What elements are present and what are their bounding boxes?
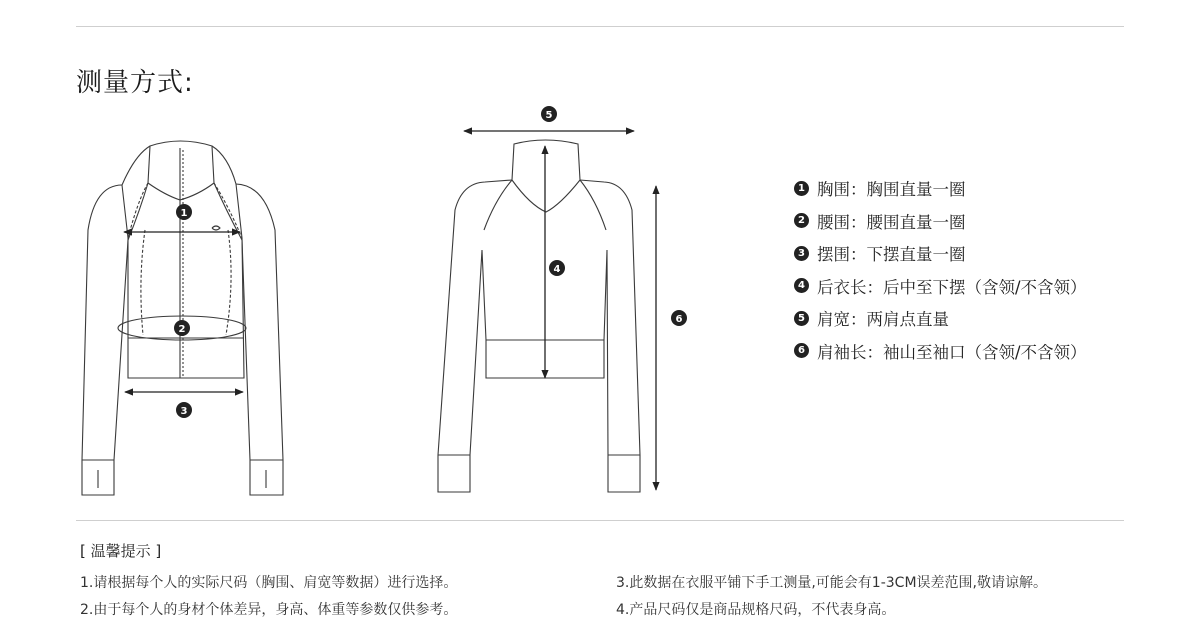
legend-text: 肩袖长：袖山至袖口（含领/不含领） — [817, 342, 1087, 362]
svg-text:4: 4 — [553, 264, 561, 275]
legend-item — [794, 205, 1087, 238]
marker-4 — [549, 260, 565, 276]
bottom-divider — [76, 520, 1124, 521]
number-badge: 1 — [794, 181, 809, 196]
tip-2: 2.由于每个人的身材个体差异，身高、体重等参数仅供参考。 — [80, 602, 458, 618]
measurement-legend — [794, 172, 1087, 367]
marker-5 — [541, 106, 557, 122]
legend-item — [794, 172, 1087, 205]
svg-text:2: 2 — [178, 324, 186, 335]
legend-item — [794, 237, 1087, 270]
legend-item — [794, 302, 1087, 335]
tip-4: 4.产品尺码仅是商品规格尺码，不代表身高。 — [616, 602, 896, 618]
svg-text:6: 6 — [675, 314, 683, 325]
number-badge: 4 — [794, 278, 809, 293]
legend-item — [794, 335, 1087, 368]
tips-heading: [ 温馨提示 ] — [80, 542, 162, 560]
legend-item — [794, 270, 1087, 303]
svg-text:5: 5 — [545, 110, 553, 121]
legend-text: 肩宽：两肩点直量 — [817, 310, 949, 330]
marker-3 — [176, 402, 192, 418]
page-title: 测量方式: — [76, 68, 194, 98]
svg-text:3: 3 — [180, 406, 188, 417]
number-badge: 6 — [794, 343, 809, 358]
back-jacket-drawing — [438, 140, 640, 492]
marker-6 — [671, 310, 687, 326]
legend-text: 胸围：胸围直量一圈 — [817, 180, 966, 200]
front-jacket-drawing — [82, 141, 283, 495]
tip-1: 1.请根据每个人的实际尺码（胸围、肩宽等数据）进行选择。 — [80, 575, 458, 591]
marker-1 — [176, 204, 192, 220]
legend-text: 后衣长：后中至下摆（含领/不含领） — [817, 277, 1087, 297]
legend-text: 腰围：腰围直量一圈 — [817, 212, 966, 232]
number-badge: 2 — [794, 213, 809, 228]
tip-3: 3.此数据在衣服平铺下手工测量,可能会有1-3CM误差范围,敬请谅解。 — [616, 575, 1047, 591]
marker-2 — [174, 320, 190, 336]
svg-text:1: 1 — [180, 208, 188, 219]
number-badge: 3 — [794, 246, 809, 261]
number-badge: 5 — [794, 311, 809, 326]
legend-text: 摆围：下摆直量一圈 — [817, 245, 966, 265]
